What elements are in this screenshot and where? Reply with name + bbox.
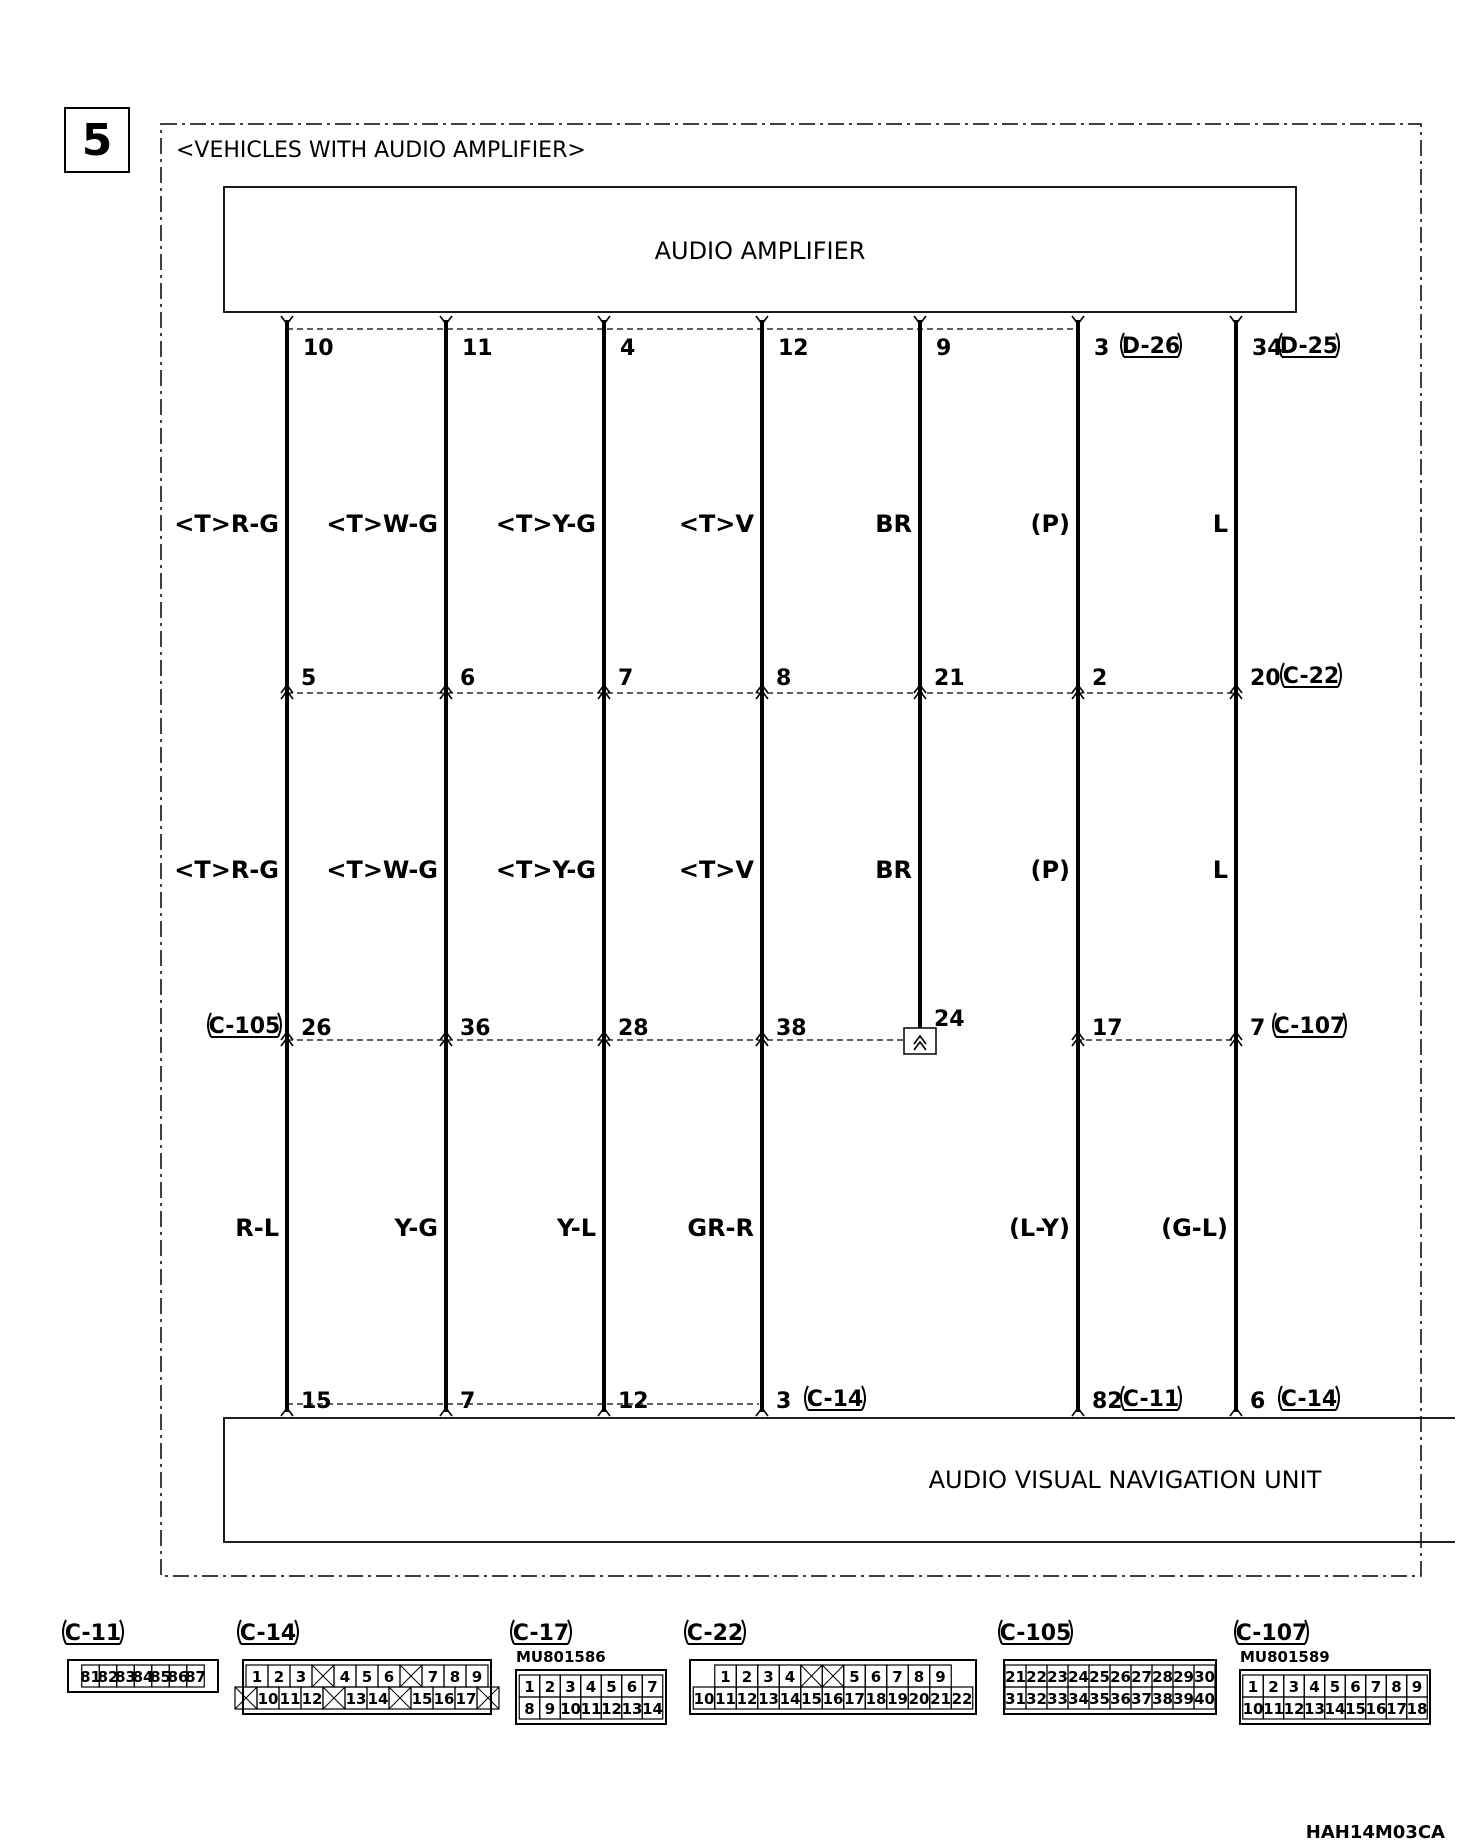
connector-c-14-blank-cavity [400, 1665, 422, 1687]
connector-c-14-pin: 16 [433, 1690, 455, 1708]
wire-7-mid-connector: C-22 [1282, 664, 1340, 689]
connector-c-22-pin: 10 [693, 1690, 715, 1708]
connector-c-14-blank-cavity [323, 1687, 345, 1709]
connector-c-105-pin: 30 [1194, 1668, 1215, 1686]
connector-c-107-part-number: MU801589 [1240, 1648, 1330, 1666]
connector-c-105-pin: 36 [1110, 1690, 1131, 1708]
connector-c-17 [511, 1620, 666, 1724]
connector-c-22-pin: 18 [865, 1690, 887, 1708]
audio-amplifier-label: AUDIO AMPLIFIER [654, 237, 866, 265]
connector-c-107-pin: 11 [1263, 1700, 1284, 1718]
connector-c-22-pin: 15 [801, 1690, 822, 1708]
wire-5-mid-pin: 21 [934, 666, 965, 691]
connector-c-11 [63, 1620, 218, 1692]
wire-4-unit-pin: 3 [776, 1389, 792, 1414]
connector-c-17-part-number: MU801586 [516, 1648, 606, 1666]
connector-c-17-pin: 7 [647, 1678, 658, 1696]
connector-c-22-pin: 12 [736, 1690, 758, 1708]
connector-c-107-pin: 9 [1411, 1678, 1423, 1696]
wire-6-color-bottom: (L-Y) [1008, 1214, 1070, 1242]
wire-1 [174, 316, 333, 1416]
connector-c-22-pin: 20 [908, 1690, 930, 1708]
connector-c-14-pin: 7 [427, 1668, 439, 1686]
connector-c-107 [1235, 1620, 1430, 1724]
wire-7-unit-connector: C-14 [1280, 1387, 1338, 1412]
connector-c-11-pin: 84 [132, 1668, 154, 1686]
wire-3-color-mid: <T>Y-G [495, 856, 596, 884]
connector-c-107-pin: 1 [1247, 1678, 1259, 1696]
wire-7-amp-pin: 34 [1252, 336, 1283, 361]
connector-c-22-pin: 19 [887, 1690, 908, 1708]
connector-c-17-pin: 5 [606, 1678, 617, 1696]
wire-3-color-bottom: Y-L [556, 1214, 596, 1242]
connector-c-22-pin: 7 [892, 1668, 903, 1686]
wire-5-color-top: BR [875, 510, 912, 538]
connector-c-14-pin: 2 [273, 1668, 285, 1686]
wire-2-amp-pin: 11 [462, 336, 493, 361]
wire-2-color-mid: <T>W-G [326, 856, 438, 884]
wire-4-unit-connector: C-14 [806, 1387, 864, 1412]
connector-c-107-pin: 13 [1304, 1700, 1325, 1718]
connector-c-107-pin: 6 [1350, 1678, 1361, 1696]
connector-c-14-pin: 10 [257, 1690, 279, 1708]
connector-c-11-pin: 86 [167, 1668, 189, 1686]
connector-c-14-pin: 1 [251, 1668, 263, 1686]
connector-c-107-pin: 16 [1365, 1700, 1387, 1718]
connector-c-105-pin: 27 [1131, 1668, 1152, 1686]
connector-c-22-id: C-22 [686, 1621, 744, 1646]
wire-7-color-mid: L [1212, 856, 1228, 884]
wire-1-amp-pin: 10 [303, 336, 334, 361]
connector-c-22-pin: 22 [951, 1690, 973, 1708]
connector-c-11-pin: 82 [97, 1668, 119, 1686]
connector-c-105-pin: 31 [1005, 1690, 1026, 1708]
connector-c-14-pin: 8 [449, 1668, 461, 1686]
connector-c-22 [685, 1620, 976, 1714]
connector-c-107-pin: 8 [1391, 1678, 1402, 1696]
connector-c-11-id: C-11 [64, 1621, 122, 1646]
connector-c-105 [999, 1620, 1216, 1714]
connector-c-105-pin: 22 [1026, 1668, 1047, 1686]
connector-c-107-id: C-107 [1235, 1621, 1308, 1646]
wire-6-unit-connector: C-11 [1122, 1387, 1180, 1412]
wire-1-mid-pin: 5 [301, 666, 317, 691]
connector-c-107-pin: 5 [1329, 1678, 1341, 1696]
connector-c-14-pin: 3 [295, 1668, 307, 1686]
connector-c-107-pin: 10 [1242, 1700, 1264, 1718]
connector-c-17-pin: 10 [560, 1700, 581, 1718]
connector-c-22-pin: 9 [935, 1668, 946, 1686]
wire-3 [496, 316, 649, 1416]
connector-c-107-pin: 4 [1309, 1678, 1320, 1696]
wire-7-lower-connector: C-107 [1273, 1014, 1346, 1039]
connector-c-105-pin: 29 [1173, 1668, 1194, 1686]
connector-c-105-pin: 40 [1194, 1690, 1215, 1708]
connector-c-14-pin: 15 [411, 1690, 433, 1708]
connector-c-107-pin: 17 [1386, 1700, 1407, 1718]
wire-4 [679, 316, 865, 1416]
connector-c-17-pin: 6 [626, 1678, 638, 1696]
connector-c-14-pin: 5 [361, 1668, 373, 1686]
connector-c-11-pin: 85 [150, 1668, 171, 1686]
connector-c-22-pin: 14 [779, 1690, 801, 1708]
connector-c-17-id: C-17 [512, 1621, 570, 1646]
connector-c-105-pin: 37 [1131, 1690, 1152, 1708]
connector-c-14-pin: 17 [455, 1690, 477, 1708]
connector-c-17-pin: 3 [565, 1678, 576, 1696]
connector-c-105-pin: 34 [1068, 1690, 1089, 1708]
connector-c-14-pin: 11 [279, 1690, 301, 1708]
connector-c-14-id: C-14 [239, 1621, 297, 1646]
connector-c-22-pin: 2 [741, 1668, 753, 1686]
connector-c-107-pin: 12 [1283, 1700, 1305, 1718]
connector-c-105-pin: 21 [1005, 1668, 1026, 1686]
wire-4-color-bottom: GR-R [687, 1214, 754, 1242]
connector-c-14-blank-cavity [477, 1687, 499, 1709]
wires [174, 316, 1346, 1416]
connector-c-105-pin: 25 [1089, 1668, 1110, 1686]
wire-2-color-top: <T>W-G [326, 510, 438, 538]
connector-c-105-pin: 24 [1068, 1668, 1089, 1686]
wire-7-amp-connector: D-25 [1279, 334, 1339, 359]
connector-c-17-pin: 4 [585, 1678, 597, 1696]
variant-label: <VEHICLES WITH AUDIO AMPLIFIER> [176, 138, 586, 163]
connector-c-105-pin: 32 [1026, 1690, 1047, 1708]
connector-c-22-pin: 4 [784, 1668, 796, 1686]
connector-c-107-pin: 3 [1288, 1678, 1300, 1696]
connector-c-14-pin: 6 [383, 1668, 395, 1686]
connector-c-107-pin: 18 [1406, 1700, 1428, 1718]
wire-7-color-bottom: (G-L) [1161, 1214, 1228, 1242]
wire-7-mid-pin: 20 [1250, 666, 1281, 691]
connector-c-14-blank-cavity [312, 1665, 334, 1687]
connector-c-14-pin: 14 [367, 1690, 389, 1708]
wire-1-color-bottom: R-L [235, 1214, 279, 1242]
wire-3-mid-pin: 7 [618, 666, 634, 691]
wire-7 [1161, 316, 1346, 1416]
connector-c-17-pin: 2 [544, 1678, 556, 1696]
wire-1-lower-connector: C-105 [208, 1014, 281, 1039]
wire-2-mid-pin: 6 [460, 666, 476, 691]
wire-6-color-mid: (P) [1030, 856, 1070, 884]
connector-c-22-pin: 13 [758, 1690, 779, 1708]
wire-6-color-top: (P) [1030, 510, 1070, 538]
connector-c-22-pin: 3 [763, 1668, 774, 1686]
connector-c-14-pin: 13 [345, 1690, 367, 1708]
wire-3-color-top: <T>Y-G [495, 510, 596, 538]
wire-1-lower-pin: 26 [301, 1016, 332, 1041]
connector-c-107-pin: 7 [1370, 1678, 1382, 1696]
connector-c-14 [235, 1620, 499, 1714]
connector-c-105-pin: 38 [1152, 1690, 1173, 1708]
section-number: 5 [81, 115, 113, 166]
navigation-unit-label: AUDIO VISUAL NAVIGATION UNIT [928, 1466, 1322, 1494]
connector-c-22-pin: 1 [720, 1668, 731, 1686]
connector-c-22-pin: 11 [715, 1690, 736, 1708]
connector-c-17-pin: 12 [601, 1700, 622, 1718]
wire-4-amp-pin: 12 [778, 336, 809, 361]
connector-c-14-blank-cavity [389, 1687, 411, 1709]
wire-2-lower-pin: 36 [460, 1016, 491, 1041]
connector-c-22-pin: 8 [913, 1668, 925, 1686]
connector-c-105-pin: 33 [1047, 1690, 1068, 1708]
wire-1-unit-pin: 15 [301, 1389, 332, 1414]
wire-4-color-top: <T>V [678, 510, 754, 538]
connector-c-22-pin: 5 [849, 1668, 860, 1686]
wire-5-amp-pin: 9 [936, 336, 952, 361]
wire-2 [326, 316, 492, 1416]
wire-3-unit-pin: 12 [618, 1389, 649, 1414]
wire-2-color-bottom: Y-G [394, 1214, 438, 1242]
connector-c-105-pin: 35 [1089, 1690, 1110, 1708]
connector-c-105-pin: 26 [1110, 1668, 1131, 1686]
connector-c-105-pin: 28 [1152, 1668, 1173, 1686]
connector-c-105-pin: 39 [1173, 1690, 1194, 1708]
wire-4-lower-pin: 38 [776, 1016, 807, 1041]
wire-1-color-mid: <T>R-G [174, 856, 279, 884]
wire-6-mid-pin: 2 [1092, 666, 1108, 691]
wire-7-color-top: L [1212, 510, 1228, 538]
connector-c-14-pin: 9 [471, 1668, 483, 1686]
wire-2-unit-pin: 7 [460, 1389, 476, 1414]
connector-c-17-pin: 11 [580, 1700, 602, 1718]
connector-c-17-pin: 13 [621, 1700, 643, 1718]
connector-c-22-pin: 21 [930, 1690, 951, 1708]
connector-c-22-pin: 16 [822, 1690, 844, 1708]
wire-6-unit-pin: 82 [1092, 1389, 1123, 1414]
connector-c-14-pin: 12 [301, 1690, 323, 1708]
wire-3-lower-pin: 28 [618, 1016, 649, 1041]
wire-5 [875, 316, 964, 1054]
connector-c-17-pin: 9 [544, 1700, 556, 1718]
wire-7-unit-pin: 6 [1250, 1389, 1266, 1414]
connector-c-17-pin: 14 [642, 1700, 663, 1718]
connector-c-22-pin: 17 [844, 1690, 865, 1708]
wire-7-lower-pin: 7 [1250, 1016, 1266, 1041]
connector-c-11-pin: 87 [185, 1668, 206, 1686]
connector-diagrams [63, 1620, 1430, 1724]
wire-4-mid-pin: 8 [776, 666, 792, 691]
wire-5-lower-pin: 24 [934, 1007, 965, 1032]
connector-c-11-pin: 81 [80, 1668, 101, 1686]
connector-c-11-pin: 83 [115, 1668, 136, 1686]
connector-c-105-id: C-105 [999, 1621, 1072, 1646]
connector-c-22-blank-cavity [822, 1665, 844, 1687]
wire-6-amp-connector: D-26 [1121, 334, 1181, 359]
connector-c-17-pin: 8 [524, 1700, 535, 1718]
wire-3-amp-pin: 4 [620, 336, 636, 361]
wire-6 [1009, 316, 1181, 1416]
connector-c-107-pin: 15 [1345, 1700, 1366, 1718]
image-code: HAH14M03CA [1305, 1822, 1445, 1843]
wire-4-color-mid: <T>V [678, 856, 754, 884]
wire-6-amp-pin: 3 [1094, 336, 1110, 361]
connector-c-22-blank-cavity [801, 1665, 823, 1687]
wire-6-lower-pin: 17 [1092, 1016, 1123, 1041]
connector-c-14-pin: 4 [339, 1668, 351, 1686]
connector-c-107-pin: 2 [1268, 1678, 1279, 1696]
connector-c-105-pin: 23 [1047, 1668, 1068, 1686]
wire-5-color-mid: BR [875, 856, 912, 884]
connector-c-107-pin: 14 [1324, 1700, 1346, 1718]
connector-c-17-pin: 1 [524, 1678, 535, 1696]
connector-c-22-pin: 6 [870, 1668, 882, 1686]
connector-c-14-blank-cavity [235, 1687, 257, 1709]
wire-1-color-top: <T>R-G [174, 510, 279, 538]
